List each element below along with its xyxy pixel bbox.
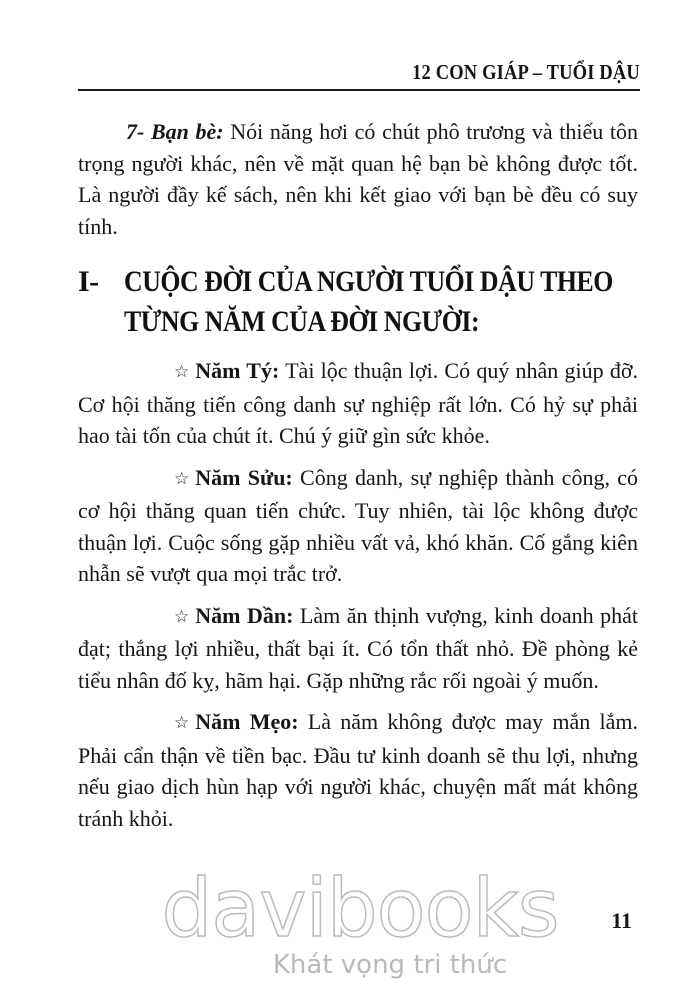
year-text: Tài lộc thuận lợi. Có quý nhân giúp đỡ. Cơ hội thăng tiến công danh sự nghiệp rất lớn. Có hỷ sự phải hao tài tốn của chút ít. Chú ý giữ gìn sức khỏe. <box>78 358 638 448</box>
star-outline-icon: ☆ <box>174 606 190 627</box>
intro-text: Nói năng hơi có chút phô trương và thiếu tôn trọng người khác, nên về mặt quan hệ bạn bè không được tốt. Là người đầy kế sách, nên khi kết giao với bạn bè đều có suy tính. <box>78 119 639 239</box>
star-outline-icon: ☆ <box>174 713 190 733</box>
year-label: Năm Dần: <box>195 602 294 628</box>
watermark-brand: davibooks <box>161 862 559 955</box>
year-paragraph-meo <box>78 706 638 834</box>
section-heading <box>78 262 658 342</box>
header-rule <box>78 89 640 91</box>
year-label: Năm Tý: <box>195 358 280 383</box>
year-text: Làm ăn thịnh vượng, kinh doanh phát đạt; thắng lợi nhiều, thất bại ít. Có tổn thất nhỏ. Đề phòng kẻ tiểu nhân đố kỵ, hãm hại. Gặp những rắc rối ngoài ý muốn. <box>78 602 638 693</box>
section-number: I- <box>78 265 99 298</box>
year-text: Công danh, sự nghiệp thành công, có cơ hội thăng quan tiến chức. Tuy nhiên, tài lộc không được thuận lợi. Cuộc sống gặp nhiều vất vả, khó khăn. Cố gắng kiên nhẫn sẽ vượt qua mọi trắc trở. <box>78 464 638 586</box>
years-block <box>78 355 638 834</box>
year-paragraph-ty <box>78 355 638 452</box>
star-outline-icon: ☆ <box>174 468 190 489</box>
watermark <box>160 862 560 980</box>
section-title-line1: CUỘC ĐỜI CỦA NGƯỜI TUỔI DẬU THEO <box>124 265 613 298</box>
intro-label: 7- Bạn bè: <box>126 119 224 144</box>
year-label: Năm Sửu: <box>195 464 293 490</box>
watermark-tagline: Khát vọng tri thức <box>272 950 508 980</box>
section-title-line2: TỪNG NĂM CỦA ĐỜI NGƯỜI: <box>124 305 480 338</box>
page-number: 11 <box>611 908 632 933</box>
year-label: Năm Mẹo: <box>195 709 299 734</box>
year-text: Là năm không được may mắn lắm. Phải cẩn thận về tiền bạc. Đầu tư kinh doanh sẽ thu lợi, nhưng nếu giao dịch hùn hạp với người khác, chuyện mất mát không tránh khỏi. <box>78 709 638 831</box>
year-paragraph-dan <box>78 600 638 697</box>
running-header: 12 CON GIÁP – TUỔI DẬU <box>412 60 640 84</box>
star-outline-icon: ☆ <box>174 362 190 382</box>
intro-paragraph <box>78 116 638 242</box>
intro-block <box>78 116 638 242</box>
year-paragraph-suu <box>78 462 638 590</box>
